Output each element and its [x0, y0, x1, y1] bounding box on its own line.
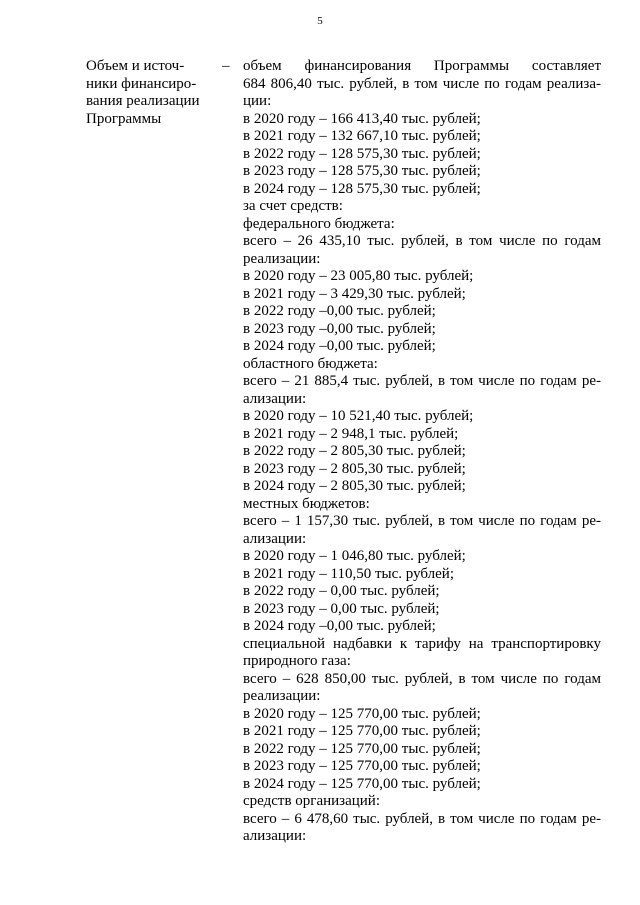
funding-line: в 2024 году –0,00 тыс. рублей; — [243, 338, 436, 354]
funding-line: 684 806,40 тыс. рублей, в том числе по годам реализа- — [243, 75, 601, 92]
funding-line: в 2020 году – 1 046,80 тыс. рублей; — [243, 548, 466, 564]
funding-line: в 2022 году – 2 805,30 тыс. рублей; — [243, 443, 466, 459]
label-separator-dash: – — [222, 58, 230, 74]
funding-line: в 2021 году – 132 667,10 тыс. рублей; — [243, 128, 481, 144]
funding-line: в 2020 году – 23 005,80 тыс. рублей; — [243, 268, 474, 284]
funding-line: всего – 628 850,00 тыс. рублей, в том числе по годам — [243, 670, 601, 687]
funding-line: объем финансирования Программы составляет — [243, 58, 601, 74]
funding-line: всего – 26 435,10 тыс. рублей, в том числе по годам — [243, 233, 601, 249]
funding-line: средств организаций: — [243, 793, 380, 809]
funding-line: реализации: — [243, 250, 321, 267]
funding-line: в 2020 году – 125 770,00 тыс. рублей; — [243, 705, 481, 722]
funding-line: в 2021 году – 2 948,1 тыс. рублей; — [243, 425, 459, 442]
funding-line: в 2023 году –0,00 тыс. рублей; — [243, 320, 436, 337]
funding-line: реализации: — [243, 688, 321, 704]
funding-line: ализации: — [243, 530, 307, 547]
funding-line: в 2023 году – 2 805,30 тыс. рублей; — [243, 460, 466, 477]
funding-line: всего – 21 885,4 тыс. рублей, в том числе по годам ре- — [243, 373, 601, 389]
funding-line: в 2024 году – 128 575,30 тыс. рублей; — [243, 180, 481, 197]
funding-line: в 2021 году – 110,50 тыс. рублей; — [243, 565, 454, 582]
funding-line: всего – 6 478,60 тыс. рублей, в том числе по годам ре- — [243, 810, 601, 827]
funding-line: специальной надбавки к тарифу на транспортировку — [243, 635, 601, 652]
funding-line: в 2023 году – 125 770,00 тыс. рублей; — [243, 758, 481, 774]
section-label: Объем и источ- ники финансиро- вания реализации Программы — [86, 58, 200, 127]
funding-line: в 2020 году – 166 413,40 тыс. рублей; — [243, 110, 481, 127]
funding-line: в 2022 году – 128 575,30 тыс. рублей; — [243, 145, 481, 162]
funding-line: в 2022 году –0,00 тыс. рублей; — [243, 303, 436, 319]
funding-line: ализации: — [243, 828, 307, 844]
funding-line: природного газа: — [243, 653, 351, 669]
funding-line: всего – 1 157,30 тыс. рублей, в том числе по годам ре- — [243, 513, 601, 529]
funding-line: за счет средств: — [243, 198, 343, 214]
funding-line: в 2021 году – 3 429,30 тыс. рублей; — [243, 285, 466, 302]
funding-line: в 2024 году – 2 805,30 тыс. рублей; — [243, 478, 466, 494]
funding-line: в 2021 году – 125 770,00 тыс. рублей; — [243, 723, 481, 739]
funding-line: в 2023 году – 0,00 тыс. рублей; — [243, 600, 440, 617]
funding-line: областного бюджета: — [243, 355, 378, 372]
funding-line: в 2024 году – 125 770,00 тыс. рублей; — [243, 775, 481, 792]
funding-line: в 2022 году – 0,00 тыс. рублей; — [243, 583, 440, 599]
page-number: 5 — [317, 15, 323, 27]
funding-line: в 2020 году – 10 521,40 тыс. рублей; — [243, 408, 474, 424]
funding-line: в 2022 году – 125 770,00 тыс. рублей; — [243, 740, 481, 757]
funding-line: ализации: — [243, 390, 307, 407]
funding-details — [243, 58, 601, 846]
funding-line: федерального бюджета: — [243, 215, 395, 232]
funding-line: ции: — [243, 93, 272, 109]
funding-line: в 2023 году – 128 575,30 тыс. рублей; — [243, 163, 481, 179]
funding-line: местных бюджетов: — [243, 495, 370, 512]
funding-line: в 2024 году –0,00 тыс. рублей; — [243, 618, 436, 634]
